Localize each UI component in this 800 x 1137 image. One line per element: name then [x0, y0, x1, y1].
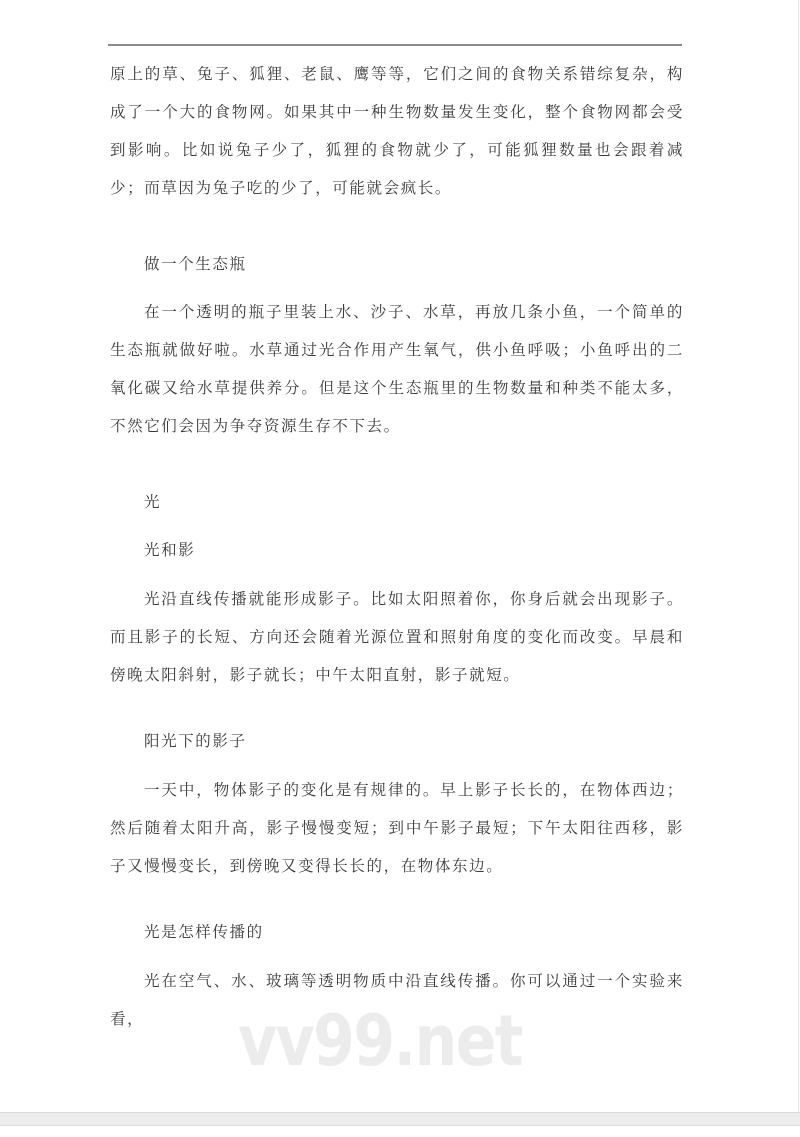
heading-light-and-shadow — [110, 531, 718, 569]
paragraph-text: 光在空气、水、玻璃等透明物质中沿直线传播。你可以通过一个实验来看， — [110, 972, 684, 1028]
next-page-top — [0, 1126, 798, 1137]
heading-text: 光是怎样传播的 — [144, 923, 264, 941]
paragraph-text: 光沿直线传播就能形成影子。比如太阳照着你，你身后就会出现影子。而且影子的长短、方向还会随着光源位置和照射角度的变化而改变。早晨和傍晚太阳斜射，影子就长；中午太阳直射，影子就短。 — [110, 590, 684, 684]
paragraph-food-web-continued — [110, 55, 684, 207]
heading-text: 做一个生态瓶 — [144, 255, 247, 273]
heading-shadow-under-sun — [110, 722, 718, 760]
heading-how-light-travels — [110, 913, 718, 951]
paragraph-text: 一天中，物体影子的变化是有规律的。早上影子长长的，在物体西边；然后随着太阳升高，影子慢慢变短；到中午影子最短；下午太阳往西移，影子又慢慢变长，到傍晚又变得长长的，在物体东边。 — [110, 781, 684, 875]
heading-eco-bottle — [110, 245, 718, 283]
paragraph-text: 原上的草、兔子、狐狸、老鼠、鹰等等，它们之间的食物关系错综复杂，构成了一个大的食物网。如果其中一种生物数量发生变化，整个食物网都会受到影响。比如说兔子少了，狐狸的食物就少了，可能狐狸数量也会跟着减少；而草因为兔子吃的少了，可能就会疯长。 — [110, 65, 684, 197]
paragraph-eco-bottle — [110, 293, 684, 445]
watermark: vv99.net — [238, 1000, 522, 1082]
header-rule — [108, 44, 682, 46]
paragraph-shadow-under-sun — [110, 771, 684, 885]
heading-light — [110, 483, 718, 521]
page-gap — [0, 1112, 800, 1126]
heading-text: 光 — [144, 493, 162, 511]
heading-text: 光和影 — [144, 541, 196, 559]
paragraph-light-and-shadow — [110, 580, 684, 694]
heading-text: 阳光下的影子 — [144, 732, 247, 750]
paragraph-text: 在一个透明的瓶子里装上水、沙子、水草，再放几条小鱼，一个简单的生态瓶就做好啦。水草通过光合作用产生氧气，供小鱼呼吸；小鱼呼出的二氧化碳又给水草提供养分。但是这个生态瓶里的生物数量和种类不能太多，不然它们会因为争夺资源生存不下去。 — [110, 303, 684, 435]
